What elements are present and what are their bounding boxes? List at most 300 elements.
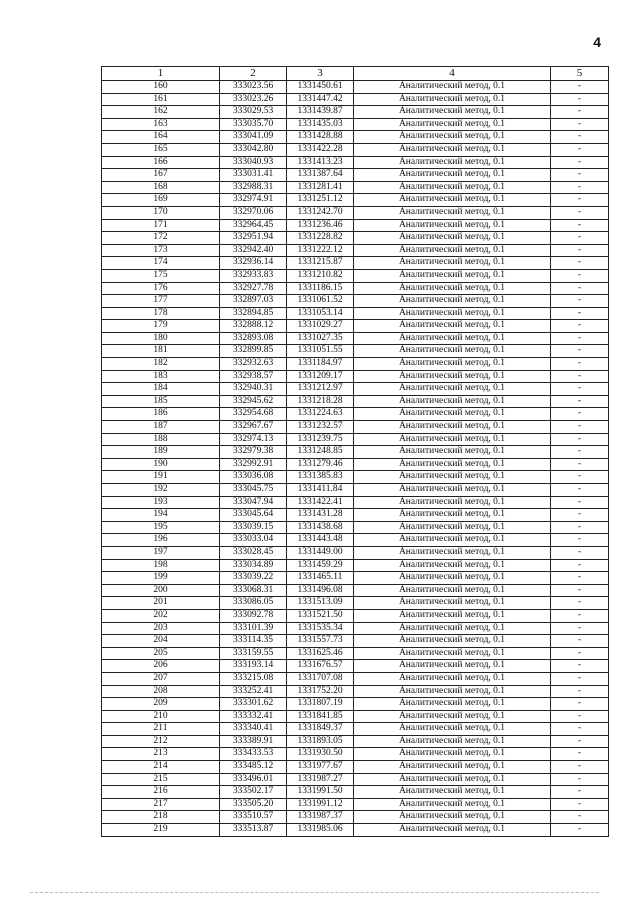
cell-x-coordinate: 333433.53 (220, 748, 287, 761)
cell-y-coordinate: 1331987.37 (287, 811, 354, 824)
cell-x-coordinate: 332899.85 (220, 345, 287, 358)
cell-point-number: 186 (102, 408, 220, 421)
cell-y-coordinate: 1331977.67 (287, 761, 354, 774)
cell-description: - (551, 269, 609, 282)
cell-x-coordinate: 333389.91 (220, 735, 287, 748)
cell-y-coordinate: 1331431.28 (287, 509, 354, 522)
cell-point-number: 207 (102, 672, 220, 685)
cell-description: - (551, 383, 609, 396)
cell-method: Аналитический метод, 0.1 (354, 546, 551, 559)
cell-point-number: 202 (102, 609, 220, 622)
table-row (102, 786, 609, 799)
table-row (102, 509, 609, 522)
cell-method: Аналитический метод, 0.1 (354, 181, 551, 194)
cell-method: Аналитический метод, 0.1 (354, 609, 551, 622)
cell-y-coordinate: 1331053.14 (287, 307, 354, 320)
table-row (102, 647, 609, 660)
table-row (102, 433, 609, 446)
cell-y-coordinate: 1331752.20 (287, 685, 354, 698)
cell-description: - (551, 282, 609, 295)
cell-point-number: 171 (102, 219, 220, 232)
cell-description: - (551, 181, 609, 194)
table-row (102, 131, 609, 144)
cell-y-coordinate: 1331027.35 (287, 332, 354, 345)
cell-method: Аналитический метод, 0.1 (354, 358, 551, 371)
table-row (102, 370, 609, 383)
cell-point-number: 201 (102, 597, 220, 610)
cell-method: Аналитический метод, 0.1 (354, 81, 551, 94)
column-header-point: 1 (102, 67, 220, 81)
cell-y-coordinate: 1331625.46 (287, 647, 354, 660)
cell-description: - (551, 723, 609, 736)
cell-point-number: 184 (102, 383, 220, 396)
cell-x-coordinate: 332933.83 (220, 269, 287, 282)
cell-description: - (551, 244, 609, 257)
cell-x-coordinate: 332967.67 (220, 421, 287, 434)
cell-method: Аналитический метод, 0.1 (354, 244, 551, 257)
cell-point-number: 160 (102, 81, 220, 94)
column-header-method: 4 (354, 67, 551, 81)
table-row (102, 118, 609, 131)
cell-x-coordinate: 333028.45 (220, 546, 287, 559)
cell-y-coordinate: 1331248.85 (287, 446, 354, 459)
cell-y-coordinate: 1331991.50 (287, 786, 354, 799)
cell-x-coordinate: 332938.57 (220, 370, 287, 383)
cell-description: - (551, 332, 609, 345)
cell-point-number: 182 (102, 358, 220, 371)
cell-point-number: 196 (102, 534, 220, 547)
cell-point-number: 214 (102, 761, 220, 774)
cell-description: - (551, 672, 609, 685)
cell-description: - (551, 710, 609, 723)
table-row (102, 446, 609, 459)
cell-y-coordinate: 1331422.28 (287, 143, 354, 156)
table-row (102, 181, 609, 194)
table-row (102, 458, 609, 471)
cell-y-coordinate: 1331450.61 (287, 81, 354, 94)
cell-point-number: 213 (102, 748, 220, 761)
cell-method: Аналитический метод, 0.1 (354, 509, 551, 522)
cell-point-number: 219 (102, 824, 220, 837)
cell-point-number: 197 (102, 546, 220, 559)
cell-method: Аналитический метод, 0.1 (354, 232, 551, 245)
cell-point-number: 208 (102, 685, 220, 698)
table-row (102, 534, 609, 547)
cell-description: - (551, 484, 609, 497)
cell-y-coordinate: 1331849.37 (287, 723, 354, 736)
cell-description: - (551, 93, 609, 106)
cell-point-number: 216 (102, 786, 220, 799)
cell-description: - (551, 395, 609, 408)
cell-point-number: 192 (102, 484, 220, 497)
column-header-x: 2 (220, 67, 287, 81)
cell-x-coordinate: 333039.22 (220, 572, 287, 585)
cell-point-number: 172 (102, 232, 220, 245)
cell-method: Аналитический метод, 0.1 (354, 723, 551, 736)
cell-method: Аналитический метод, 0.1 (354, 748, 551, 761)
table-row (102, 244, 609, 257)
table-row (102, 156, 609, 169)
cell-x-coordinate: 332942.40 (220, 244, 287, 257)
cell-method: Аналитический метод, 0.1 (354, 584, 551, 597)
cell-x-coordinate: 333033.04 (220, 534, 287, 547)
cell-description: - (551, 824, 609, 837)
cell-point-number: 169 (102, 194, 220, 207)
cell-x-coordinate: 332897.03 (220, 295, 287, 308)
cell-description: - (551, 358, 609, 371)
cell-point-number: 165 (102, 143, 220, 156)
cell-description: - (551, 798, 609, 811)
cell-x-coordinate: 333045.75 (220, 484, 287, 497)
column-header-description: 5 (551, 67, 609, 81)
page-bottom-divider (30, 892, 599, 893)
cell-description: - (551, 81, 609, 94)
cell-y-coordinate: 1331428.88 (287, 131, 354, 144)
cell-method: Аналитический метод, 0.1 (354, 131, 551, 144)
table-row (102, 358, 609, 371)
cell-y-coordinate: 1331535.34 (287, 622, 354, 635)
cell-method: Аналитический метод, 0.1 (354, 332, 551, 345)
table-row (102, 635, 609, 648)
cell-method: Аналитический метод, 0.1 (354, 458, 551, 471)
cell-point-number: 215 (102, 773, 220, 786)
cell-y-coordinate: 1331385.83 (287, 471, 354, 484)
cell-x-coordinate: 332964.45 (220, 219, 287, 232)
cell-description: - (551, 206, 609, 219)
cell-description: - (551, 257, 609, 270)
cell-x-coordinate: 333101.39 (220, 622, 287, 635)
cell-x-coordinate: 333340.41 (220, 723, 287, 736)
cell-description: - (551, 156, 609, 169)
table-header-row (102, 67, 609, 81)
cell-description: - (551, 143, 609, 156)
cell-y-coordinate: 1331413.23 (287, 156, 354, 169)
table-row (102, 546, 609, 559)
cell-point-number: 209 (102, 698, 220, 711)
cell-y-coordinate: 1331991.12 (287, 798, 354, 811)
cell-method: Аналитический метод, 0.1 (354, 710, 551, 723)
cell-point-number: 164 (102, 131, 220, 144)
cell-description: - (551, 521, 609, 534)
cell-x-coordinate: 333031.41 (220, 169, 287, 182)
cell-y-coordinate: 1331186.15 (287, 282, 354, 295)
cell-description: - (551, 597, 609, 610)
cell-x-coordinate: 332992.91 (220, 458, 287, 471)
cell-method: Аналитический метод, 0.1 (354, 219, 551, 232)
cell-point-number: 187 (102, 421, 220, 434)
cell-method: Аналитический метод, 0.1 (354, 194, 551, 207)
cell-description: - (551, 307, 609, 320)
cell-description: - (551, 496, 609, 509)
cell-point-number: 185 (102, 395, 220, 408)
cell-point-number: 204 (102, 635, 220, 648)
cell-point-number: 190 (102, 458, 220, 471)
table-row (102, 194, 609, 207)
cell-y-coordinate: 1331807.19 (287, 698, 354, 711)
cell-y-coordinate: 1331459.29 (287, 559, 354, 572)
table-row (102, 93, 609, 106)
cell-point-number: 180 (102, 332, 220, 345)
table-row (102, 735, 609, 748)
table-row (102, 698, 609, 711)
cell-method: Аналитический метод, 0.1 (354, 559, 551, 572)
cell-y-coordinate: 1331987.27 (287, 773, 354, 786)
cell-x-coordinate: 333039.15 (220, 521, 287, 534)
cell-y-coordinate: 1331841.85 (287, 710, 354, 723)
table-row (102, 295, 609, 308)
cell-point-number: 212 (102, 735, 220, 748)
cell-y-coordinate: 1331447.42 (287, 93, 354, 106)
cell-description: - (551, 811, 609, 824)
cell-method: Аналитический метод, 0.1 (354, 761, 551, 774)
table-row (102, 219, 609, 232)
cell-y-coordinate: 1331224.63 (287, 408, 354, 421)
cell-x-coordinate: 333035.70 (220, 118, 287, 131)
table-body (102, 81, 609, 837)
table-row (102, 811, 609, 824)
cell-description: - (551, 622, 609, 635)
cell-y-coordinate: 1331251.12 (287, 194, 354, 207)
cell-x-coordinate: 333510.57 (220, 811, 287, 824)
cell-point-number: 177 (102, 295, 220, 308)
table-row (102, 269, 609, 282)
cell-method: Аналитический метод, 0.1 (354, 345, 551, 358)
cell-y-coordinate: 1331930.50 (287, 748, 354, 761)
table-row (102, 232, 609, 245)
cell-method: Аналитический метод, 0.1 (354, 735, 551, 748)
cell-point-number: 199 (102, 572, 220, 585)
cell-description: - (551, 471, 609, 484)
cell-point-number: 210 (102, 710, 220, 723)
cell-method: Аналитический метод, 0.1 (354, 106, 551, 119)
cell-method: Аналитический метод, 0.1 (354, 496, 551, 509)
table-row (102, 143, 609, 156)
cell-point-number: 218 (102, 811, 220, 824)
cell-description: - (551, 546, 609, 559)
cell-y-coordinate: 1331061.52 (287, 295, 354, 308)
cell-method: Аналитический метод, 0.1 (354, 484, 551, 497)
cell-description: - (551, 761, 609, 774)
cell-description: - (551, 660, 609, 673)
cell-y-coordinate: 1331435.03 (287, 118, 354, 131)
cell-point-number: 166 (102, 156, 220, 169)
cell-y-coordinate: 1331521.50 (287, 609, 354, 622)
cell-description: - (551, 370, 609, 383)
cell-description: - (551, 584, 609, 597)
cell-y-coordinate: 1331985.06 (287, 824, 354, 837)
table-row (102, 257, 609, 270)
cell-x-coordinate: 333193.14 (220, 660, 287, 673)
cell-description: - (551, 320, 609, 333)
table-row (102, 81, 609, 94)
cell-point-number: 174 (102, 257, 220, 270)
cell-x-coordinate: 333092.78 (220, 609, 287, 622)
cell-y-coordinate: 1331676.57 (287, 660, 354, 673)
cell-description: - (551, 698, 609, 711)
cell-y-coordinate: 1331242.70 (287, 206, 354, 219)
cell-description: - (551, 433, 609, 446)
table-row (102, 421, 609, 434)
cell-y-coordinate: 1331232.57 (287, 421, 354, 434)
cell-x-coordinate: 332954.68 (220, 408, 287, 421)
table-row (102, 521, 609, 534)
cell-x-coordinate: 333159.55 (220, 647, 287, 660)
cell-description: - (551, 219, 609, 232)
cell-point-number: 193 (102, 496, 220, 509)
table-row (102, 106, 609, 119)
cell-y-coordinate: 1331557.73 (287, 635, 354, 648)
cell-y-coordinate: 1331239.75 (287, 433, 354, 446)
cell-point-number: 162 (102, 106, 220, 119)
cell-description: - (551, 131, 609, 144)
cell-method: Аналитический метод, 0.1 (354, 635, 551, 648)
table-row (102, 307, 609, 320)
table-row (102, 685, 609, 698)
cell-method: Аналитический метод, 0.1 (354, 798, 551, 811)
cell-y-coordinate: 1331215.87 (287, 257, 354, 270)
cell-description: - (551, 446, 609, 459)
cell-description: - (551, 421, 609, 434)
table-row (102, 761, 609, 774)
cell-method: Аналитический метод, 0.1 (354, 647, 551, 660)
cell-x-coordinate: 332894.85 (220, 307, 287, 320)
cell-method: Аналитический метод, 0.1 (354, 622, 551, 635)
cell-x-coordinate: 332974.91 (220, 194, 287, 207)
cell-point-number: 217 (102, 798, 220, 811)
cell-y-coordinate: 1331387.64 (287, 169, 354, 182)
table-row (102, 824, 609, 837)
cell-description: - (551, 609, 609, 622)
table-row (102, 584, 609, 597)
cell-point-number: 161 (102, 93, 220, 106)
table-row (102, 484, 609, 497)
cell-description: - (551, 647, 609, 660)
cell-x-coordinate: 332979.38 (220, 446, 287, 459)
cell-method: Аналитический метод, 0.1 (354, 672, 551, 685)
table-row (102, 609, 609, 622)
table-row (102, 408, 609, 421)
cell-x-coordinate: 333029.53 (220, 106, 287, 119)
cell-point-number: 188 (102, 433, 220, 446)
cell-x-coordinate: 333252.41 (220, 685, 287, 698)
cell-point-number: 178 (102, 307, 220, 320)
cell-description: - (551, 106, 609, 119)
cell-point-number: 200 (102, 584, 220, 597)
cell-point-number: 195 (102, 521, 220, 534)
cell-method: Аналитический метод, 0.1 (354, 446, 551, 459)
cell-point-number: 191 (102, 471, 220, 484)
cell-y-coordinate: 1331212.97 (287, 383, 354, 396)
cell-description: - (551, 773, 609, 786)
table-row (102, 723, 609, 736)
cell-point-number: 175 (102, 269, 220, 282)
cell-method: Аналитический метод, 0.1 (354, 257, 551, 270)
cell-point-number: 167 (102, 169, 220, 182)
cell-y-coordinate: 1331184.97 (287, 358, 354, 371)
cell-y-coordinate: 1331496.08 (287, 584, 354, 597)
cell-y-coordinate: 1331279.46 (287, 458, 354, 471)
table-row (102, 345, 609, 358)
cell-x-coordinate: 332940.31 (220, 383, 287, 396)
cell-x-coordinate: 333036.08 (220, 471, 287, 484)
cell-x-coordinate: 333114.35 (220, 635, 287, 648)
cell-method: Аналитический метод, 0.1 (354, 307, 551, 320)
cell-description: - (551, 534, 609, 547)
cell-method: Аналитический метод, 0.1 (354, 572, 551, 585)
cell-point-number: 194 (102, 509, 220, 522)
cell-x-coordinate: 332936.14 (220, 257, 287, 270)
cell-x-coordinate: 332888.12 (220, 320, 287, 333)
cell-description: - (551, 572, 609, 585)
cell-y-coordinate: 1331411.84 (287, 484, 354, 497)
table-row (102, 597, 609, 610)
cell-x-coordinate: 332945.62 (220, 395, 287, 408)
cell-point-number: 173 (102, 244, 220, 257)
table-row (102, 798, 609, 811)
cell-y-coordinate: 1331449.00 (287, 546, 354, 559)
cell-x-coordinate: 332932.63 (220, 358, 287, 371)
cell-x-coordinate: 333034.89 (220, 559, 287, 572)
cell-method: Аналитический метод, 0.1 (354, 93, 551, 106)
cell-x-coordinate: 333496.01 (220, 773, 287, 786)
table-row (102, 496, 609, 509)
cell-description: - (551, 232, 609, 245)
cell-y-coordinate: 1331228.82 (287, 232, 354, 245)
cell-x-coordinate: 333215.08 (220, 672, 287, 685)
cell-x-coordinate: 333047.94 (220, 496, 287, 509)
table-row (102, 660, 609, 673)
table-row (102, 572, 609, 585)
column-header-y: 3 (287, 67, 354, 81)
cell-point-number: 181 (102, 345, 220, 358)
table-row (102, 383, 609, 396)
cell-description: - (551, 408, 609, 421)
cell-method: Аналитический метод, 0.1 (354, 370, 551, 383)
cell-method: Аналитический метод, 0.1 (354, 773, 551, 786)
cell-method: Аналитический метод, 0.1 (354, 320, 551, 333)
cell-method: Аналитический метод, 0.1 (354, 169, 551, 182)
cell-method: Аналитический метод, 0.1 (354, 282, 551, 295)
cell-x-coordinate: 333513.87 (220, 824, 287, 837)
cell-x-coordinate: 333041.09 (220, 131, 287, 144)
table-row (102, 395, 609, 408)
table-row (102, 169, 609, 182)
cell-y-coordinate: 1331236.46 (287, 219, 354, 232)
page-number: 4 (593, 34, 601, 50)
cell-method: Аналитический метод, 0.1 (354, 521, 551, 534)
cell-method: Аналитический метод, 0.1 (354, 206, 551, 219)
coordinates-table (101, 66, 609, 837)
table-row (102, 320, 609, 333)
cell-method: Аналитический метод, 0.1 (354, 824, 551, 837)
cell-y-coordinate: 1331218.28 (287, 395, 354, 408)
cell-y-coordinate: 1331443.48 (287, 534, 354, 547)
cell-method: Аналитический метод, 0.1 (354, 433, 551, 446)
table-row (102, 559, 609, 572)
cell-point-number: 176 (102, 282, 220, 295)
cell-point-number: 163 (102, 118, 220, 131)
cell-description: - (551, 735, 609, 748)
cell-point-number: 183 (102, 370, 220, 383)
table-row (102, 622, 609, 635)
cell-method: Аналитический метод, 0.1 (354, 269, 551, 282)
cell-x-coordinate: 333040.93 (220, 156, 287, 169)
cell-method: Аналитический метод, 0.1 (354, 698, 551, 711)
cell-description: - (551, 295, 609, 308)
cell-point-number: 189 (102, 446, 220, 459)
cell-y-coordinate: 1331707.08 (287, 672, 354, 685)
table-row (102, 206, 609, 219)
